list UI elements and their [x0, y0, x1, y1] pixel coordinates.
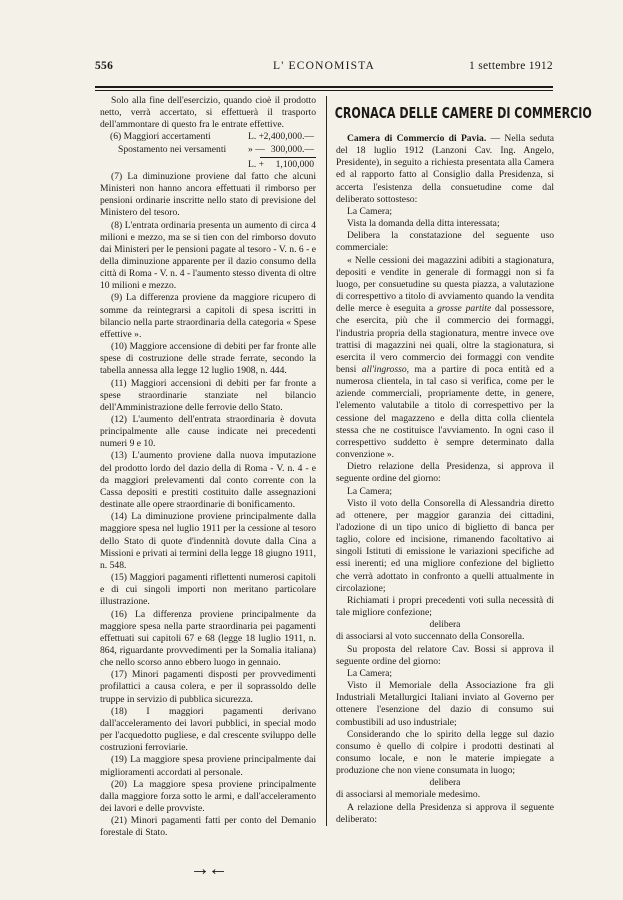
account-total-row	[100, 159, 316, 171]
account-amount: 300,000.—	[270, 143, 314, 155]
account-label: (6) Maggiori accertamenti	[110, 131, 211, 143]
text-line: La Camera;	[347, 485, 393, 497]
text-paragraph: Richiamati i propri precedenti voti sulla necessità di tale migliore confezione;	[336, 594, 554, 619]
intro-paragraph: Solo alla fine dell'esercizio, quando cioè il prodotto netto, verrà accertato, si effettuerà il trasporto dell'ammontare di questo fra le entrate effettive.	[100, 95, 316, 131]
chamber-lead-text: — Nella seduta del 18 luglio 1912 (Lanzoni Cav. Ing. Angelo, Presidente), in seguito a richiesta presentata alla Camera ed al rapporto fatto al Consiglio dalla Presidenza, si accerta l'esistenza della consuetudine come dal deliberato sottosteso:	[336, 133, 554, 205]
account-row	[100, 144, 316, 156]
ornament-arrows-icon: →←	[190, 858, 226, 881]
text-paragraph: di associarsi al memoriale medesimo.	[336, 789, 481, 801]
note-paragraph: (13) L'aumento proviene dalla nuova imputazione del prodotto lordo del dazio della di Roma - V. n. 4 - e da maggiori prelevamenti dal conto corrente con la Cassa depositi e prestiti costituito dalle assegnazioni destinate alle opere straordinarie di bonificamento.	[100, 450, 316, 511]
note-paragraph: (10) Maggiore accensione di debiti per far fronte alle spese di costruzione delle strade ferrate, secondo la tabella annessa alla legge 12 luglio 1908, n. 444.	[100, 341, 316, 377]
page-number: 556	[95, 60, 114, 72]
text-paragraph: Dietro relazione della Presidenza, si approva il seguente ordine del giorno:	[336, 461, 554, 485]
issue-date: 1 settembre 1912	[468, 60, 553, 72]
note-paragraph: (9) La differenza proviene da maggiore ricupero di somme da reintegrarsi a capitoli di spesa iscritti in bilancio nella parte straordinaria della categoria « Spese effettive ».	[100, 292, 316, 340]
note-paragraph: (7) La diminuzione proviene dal fatto che alcuni Ministeri non hanno ancora effettuati il rimborso per pensioni ordinarie inscritte nello stato di previsione del Ministero del tesoro.	[100, 170, 316, 219]
text-line: Delibera la constatazione del seguente uso commerciale:	[336, 230, 554, 254]
quote-text: « Nelle cessioni dei magazzini adibiti a stagionatura, depositi e vendite in generale di formaggi non si fa luogo, per consuetudine su questa piazza, a valutazione di correspettivo a titolo di avviamento quando la vendita delle merce è eseguita a	[336, 254, 554, 315]
account-currency: » —	[248, 143, 265, 155]
text-paragraph: Visto il voto della Consorella di Alessandria diretto ad ottenere, per maggior garanzia dei cittadini, l'adozione di un tipo unico di biglietto di banca per taglio, colore ed incisione, rimanendo facoltativo ai singoli Istituti di emissione le variazioni specifiche ad essi inerenti; ed una migliore confezione del biglietto che verrà adottato in confronto a quelli attualmente in circolazione;	[336, 497, 554, 594]
text-line: La Camera;	[347, 205, 393, 217]
page-header	[95, 56, 553, 76]
quote-italic: grosse partite	[437, 303, 492, 315]
note-paragraph: (16) La differenza proviene principalmente da maggiore spesa nella parte straordinaria pei pagamenti effettuati sui capitoli 67 e 68 (legge 18 luglio 1911, n. 864, riguardante provvedimenti per la Somalia italiana) che nello scorso anno ebbero luogo in gennaio.	[100, 608, 316, 669]
text-paragraph: Visto il Memoriale della Associazione fra gli Industriali Metallurgici Italiani inviato al Governo per ottenere l'esenzione del dazio di consumo sui combustibili ad uso industriale;	[336, 680, 554, 728]
account-amount: 2,400,000.—	[263, 131, 314, 143]
note-paragraph: (12) L'aumento dell'entrata straordinaria è dovuta principalmente alle cause indicate nei precedenti numeri 9 e 10.	[100, 414, 316, 450]
left-column	[100, 95, 316, 879]
note-paragraph: (17) Minori pagamenti disposti per provvedimenti profilattici a causa colera, e per il soprassoldo delle truppe in servizio di pubblica sicurezza.	[100, 669, 316, 705]
note-paragraph: (8) L'entrata ordinaria presenta un aumento di circa 4 milioni e mezzo, ma se si tien con del rimborso dovuto dai Ministeri per le pensioni pagate al tesoro - V. n. 6 - e della diminuzione apparente per il dazio consumo della città di Roma - V. n. 4 - l'aumento stesso diventa di oltre 10 milioni e mezzo.	[100, 219, 316, 292]
delibera-line: delibera	[429, 777, 461, 789]
account-currency: L. +	[248, 131, 265, 143]
header-rule	[95, 86, 553, 88]
note-paragraph: (14) La diminuzione proviene principalmente dalla maggiore spesa nel luglio 1911 per la cessione al tesoro dello Stato di quote d'indennità dovute dalla Cina a Missioni e privati ai termini della legge 18 giugno 1911, n. 548.	[100, 511, 316, 571]
text-paragraph: di associarsi al voto succennato della Consorella.	[336, 631, 525, 643]
note-paragraph: (19) La maggiore spesa proviene principalmente dai miglioramenti accordati al personale.	[100, 754, 316, 778]
text-line: La Camera;	[347, 667, 393, 679]
section-headline: CRONACA DELLE CAMERE DI COMMERCIO	[334, 104, 592, 122]
note-paragraph: (20) La maggiore spesa proviene principalmente dalla maggiore forza sotto le armi, e dall'acceleramento dei lavori e delle provviste.	[100, 778, 316, 815]
right-column	[334, 95, 592, 826]
text-paragraph: A relazione della Presidenza si approva il seguente deliberato:	[336, 801, 554, 825]
note-paragraph: (21) Minori pagamenti fatti per conto del Demanio forestale di Stato.	[100, 815, 316, 839]
journal-title: L' ECONOMISTA	[272, 60, 376, 72]
note-paragraph: (15) Maggiori pagamenti riflettenti numerosi capitoli e di cui singoli importi non meritano particolare illustrazione.	[100, 572, 316, 608]
column-divider	[326, 96, 327, 826]
text-paragraph: Su proposta del relatore Cav. Bossi si approva il seguente ordine del giorno:	[336, 643, 554, 667]
quote-italic: all'ingrosso	[361, 363, 407, 375]
chamber-lead-paragraph	[336, 133, 554, 206]
account-row	[100, 131, 316, 143]
chamber-title: Camera di Commercio di Pavia.	[347, 133, 487, 144]
note-paragraph: (11) Maggiori accensioni di debiti per far fronte a spese straordinarie stanziate nel bilancio dell'Amministrazione delle ferrovie dello Stato.	[100, 377, 316, 413]
quote-text: dal possessore, che esercita, più che il commercio dei formaggi, l'industria propria della stagionatura, mentre invece ove trattisi di magazzini nei quali, oltre la stagionatura, si esercita il vero commercio dei formaggi con vendite bensi	[336, 303, 554, 375]
delibera-line: delibera	[429, 619, 461, 631]
note-paragraph: (18) I maggiori pagamenti derivano dall'acceleramento dei lavori pubblici, in special modo per l'acquedotto pugliese, e dal crescente sviluppo delle costruzioni ferroviarie.	[100, 705, 316, 754]
account-label: Spostamento nei versamenti	[118, 143, 227, 155]
text-paragraph: Considerando che lo spirito della legge sul dazio consumo è quello di colpire i prodotti destinati al consumo locale, e non le materie impiegate a produzione che non viene consumata in luogo;	[336, 728, 554, 777]
account-currency: L. +	[248, 158, 265, 170]
quoted-usage	[336, 255, 554, 462]
quote-text: , ma a partire di poca entità ed a numerosa clientela, in tal caso si verifica, come per le aziende commerciali, propriamente dette, in genere, l'elemento valutabile a titolo di correspettivo per la cessione del magazzeno e della ditta colla clientela stessa che ne costituisce l'avviamento. In ogni caso il correspettivo suddetto è sempre determinato dalla convenzione ».	[336, 363, 555, 461]
account-amount: 1,100,000	[275, 158, 314, 170]
text-line: Vista la domanda della ditta interessata;	[347, 218, 500, 230]
